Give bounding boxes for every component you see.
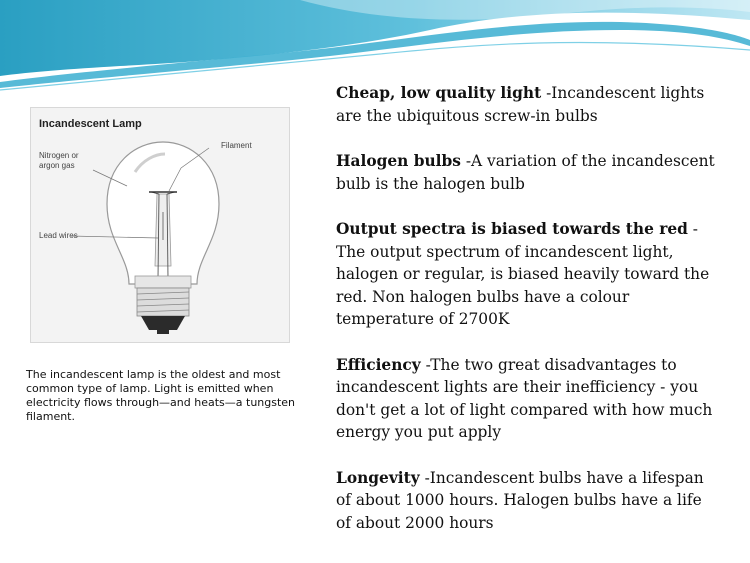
heading: Output spectra is biased towards the red: [336, 220, 688, 238]
incandescent-lamp-diagram: [30, 107, 290, 343]
diagram-title: Incandescent Lamp: [39, 118, 142, 130]
label-filament: Filament: [221, 141, 252, 150]
diagram-caption: The incandescent lamp is the oldest and most common type of lamp. Light is emitted when electricity flows through—and heats—a tungsten filament.: [26, 368, 296, 423]
label-gas-line1: Nitrogen or: [39, 151, 79, 160]
base-contact: [141, 316, 185, 330]
paragraph-efficiency: [336, 354, 716, 444]
base-neck: [135, 276, 191, 288]
heading: Cheap, low quality light: [336, 84, 542, 102]
body: - The output spectrum of incandescent light, halogen or regular, is biased heavily toward the red. Non halogen bulbs have a colour temperature of 2700K: [336, 220, 710, 328]
paragraph-halogen: [336, 150, 716, 195]
bullet-text-column: [336, 82, 716, 557]
header-wave-decoration: [0, 0, 750, 95]
body: -A variation of the incandescent bulb is the halogen bulb: [336, 152, 715, 193]
heading: Longevity: [336, 468, 420, 487]
paragraph-longevity: [336, 467, 716, 535]
body: -Incandescent lights are the ubiquitous screw-in bulbs: [336, 84, 705, 125]
label-gas-line2: argon gas: [39, 161, 75, 170]
body: -Incandescent bulbs have a lifespan of about 1000 hours. Halogen bulbs have a life of about 2000 hours: [336, 468, 704, 532]
paragraph-output-spectra: [336, 218, 716, 331]
heading: Efficiency: [336, 355, 421, 374]
heading: Halogen bulbs: [336, 152, 461, 170]
paragraph-cheap-light: [336, 82, 716, 127]
body: -The two great disadvantages to incandescent lights are their inefficiency - you don't get a lot of light compared with how much energy you put apply: [336, 355, 713, 441]
screw-base: [137, 288, 189, 316]
label-lead-wires: Lead wires: [39, 231, 78, 240]
